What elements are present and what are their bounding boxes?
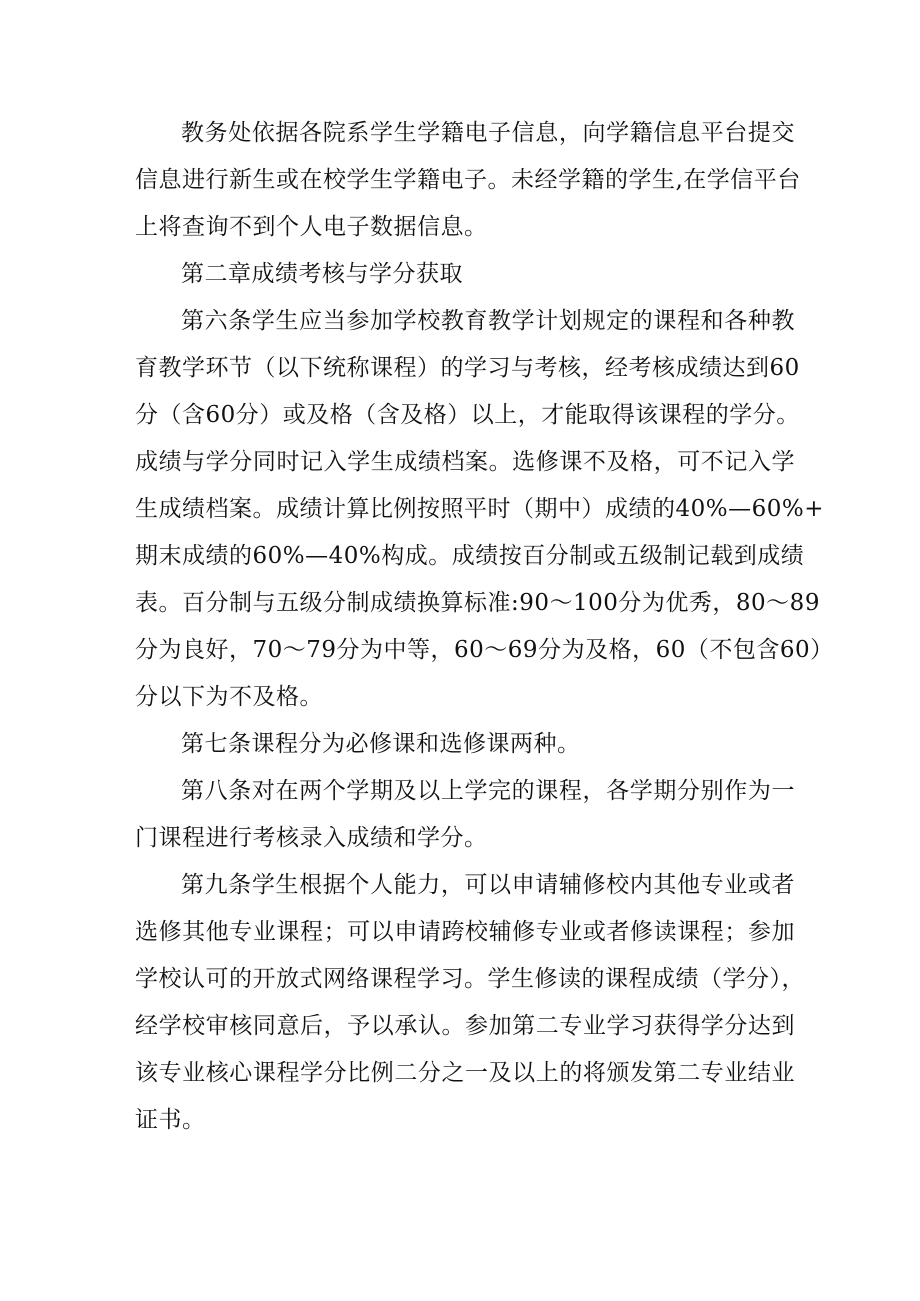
text-line: 第九条学生根据个人能力，可以申请辅修校内其他专业或者 bbox=[181, 872, 795, 898]
text-line: 表。百分制与五级分制成绩换算标准:90～100分为优秀，80～89 bbox=[135, 590, 820, 616]
chapter-heading bbox=[135, 251, 795, 298]
text-line: 第七条课程分为必修课和选修课两种。 bbox=[181, 731, 581, 757]
article-8 bbox=[135, 768, 795, 862]
text-line: 该专业核心课程学分比例二分之一及以上的将颁发第二专业结业 bbox=[135, 1060, 795, 1086]
document-body bbox=[135, 110, 834, 1144]
text-line: 第八条对在两个学期及以上学完的课程，各学期分别作为一 bbox=[181, 778, 795, 804]
text-line: 学校认可的开放式网络课程学习。学生修读的课程成绩（学分）， bbox=[135, 966, 805, 992]
text-line: 经学校审核同意后，予以承认。参加第二专业学习获得学分达到 bbox=[135, 1013, 795, 1039]
text-line: 分以下为不及格。 bbox=[135, 684, 323, 710]
text-line: 分为良好，70～79分为中等，60～69分为及格，60（不包含60） bbox=[135, 637, 834, 663]
article-6 bbox=[135, 298, 834, 721]
text-line: 选修其他专业课程；可以申请跨校辅修专业或者修读课程；参加 bbox=[135, 919, 795, 945]
text-line: 教务处依据各院系学生学籍电子信息，向学籍信息平台提交 bbox=[181, 120, 795, 146]
article-9 bbox=[135, 862, 805, 1144]
text-line: 门课程进行考核录入成绩和学分。 bbox=[135, 825, 488, 851]
text-line: 育教学环节（以下统称课程）的学习与考核，经考核成绩达到60 bbox=[135, 355, 800, 381]
text-line: 证书。 bbox=[135, 1107, 206, 1133]
text-line: 上将查询不到个人电子数据信息。 bbox=[135, 214, 488, 240]
text-line: 第六条学生应当参加学校教育教学计划规定的课程和各种教 bbox=[181, 308, 795, 334]
text-line: 期末成绩的60%—40%构成。成绩按百分制或五级制记载到成绩 bbox=[135, 543, 805, 569]
text-line: 生成绩档案。成绩计算比例按照平时（期中）成绩的40%—60%+ bbox=[135, 496, 825, 522]
article-7 bbox=[135, 721, 795, 768]
paragraph-student-status bbox=[135, 110, 801, 251]
text-line: 成绩与学分同时记入学生成绩档案。选修课不及格，可不记入学 bbox=[135, 449, 795, 475]
chapter-title: 第二章成绩考核与学分获取 bbox=[181, 261, 463, 287]
text-line: 信息进行新生或在校学生学籍电子。未经学籍的学生,在学信平台 bbox=[135, 167, 801, 193]
text-line: 分（含60分）或及格（含及格）以上，才能取得该课程的学分。 bbox=[135, 402, 800, 428]
